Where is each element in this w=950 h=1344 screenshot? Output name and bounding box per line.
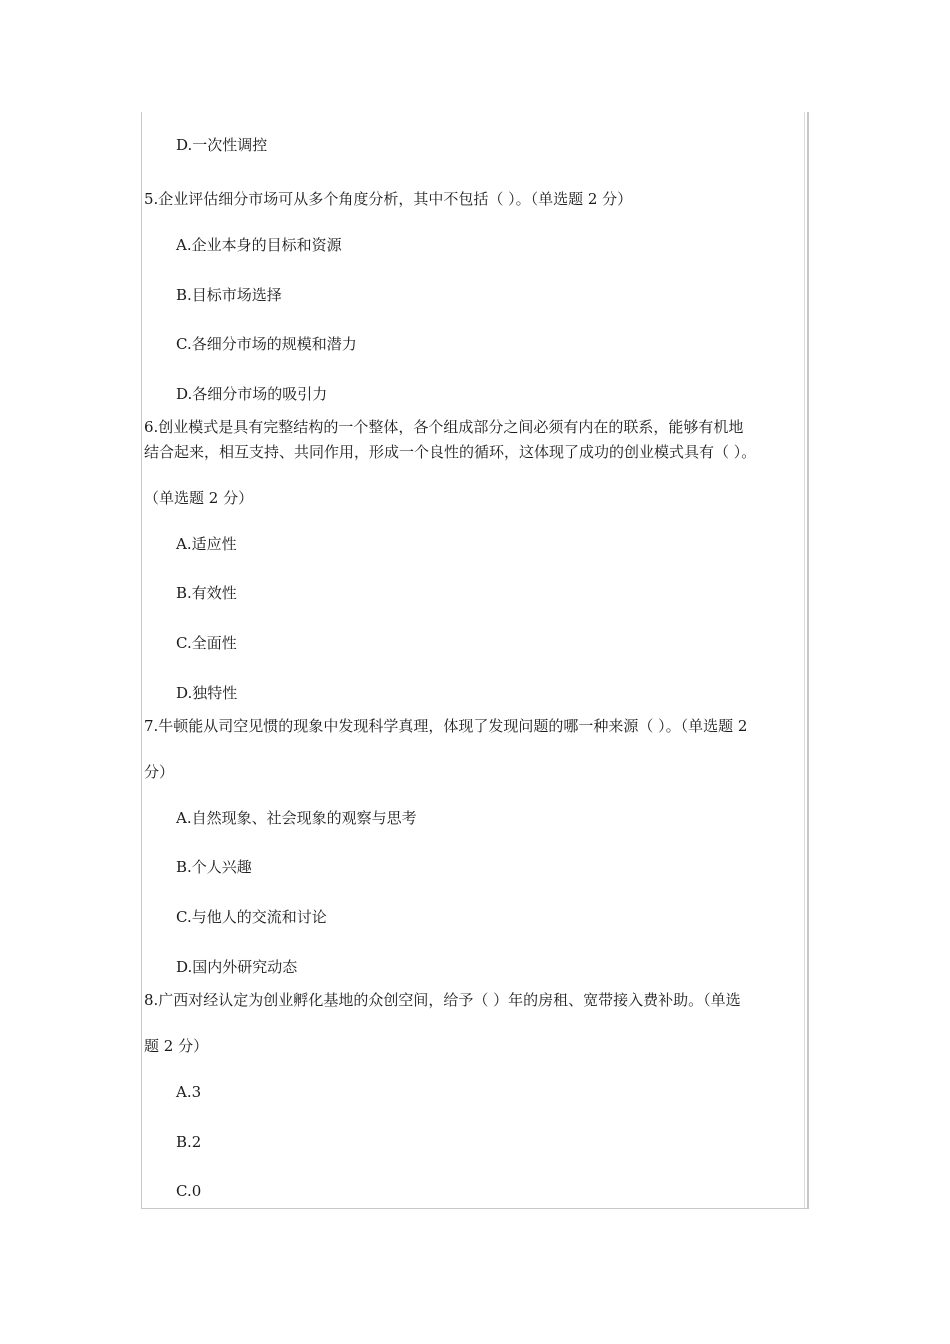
question-7-line-2: 分） <box>144 763 175 781</box>
option-6a: A.适应性 <box>176 535 237 553</box>
question-8-line-2: 题 2 分） <box>144 1037 209 1055</box>
question-6-line-1: 6.创业模式是具有完整结构的一个整体，各个组成部分之间必须有内在的联系，能够有机地 <box>144 418 744 436</box>
option-6b: B.有效性 <box>176 584 237 602</box>
question-5: 5.企业评估细分市场可从多个角度分析，其中不包括（ ）。（单选题 2 分） <box>144 190 633 208</box>
option-8c: C.0 <box>176 1182 202 1200</box>
option-4d: D.一次性调控 <box>176 136 268 154</box>
option-5d: D.各细分市场的吸引力 <box>176 385 328 403</box>
content-frame <box>141 112 809 1209</box>
option-6d: D.独特性 <box>176 684 238 702</box>
question-6-line-3: （单选题 2 分） <box>144 489 254 507</box>
question-8-line-1: 8.广西对经认定为创业孵化基地的众创空间，给予（ ）年的房租、宽带接入费补助。（单选 <box>144 991 741 1009</box>
option-8a: A.3 <box>176 1083 202 1101</box>
option-7c: C.与他人的交流和讨论 <box>176 908 327 926</box>
question-6-line-2: 结合起来，相互支持、共同作用，形成一个良性的循环，这体现了成功的创业模式具有（ ）。 <box>144 443 757 461</box>
option-5a: A.企业本身的目标和资源 <box>176 236 342 254</box>
option-7d: D.国内外研究动态 <box>176 958 298 976</box>
option-6c: C.全面性 <box>176 634 237 652</box>
option-8b: B.2 <box>176 1133 202 1151</box>
option-5b: B.目标市场选择 <box>176 286 282 304</box>
option-5c: C.各细分市场的规模和潜力 <box>176 335 357 353</box>
option-7a: A.自然现象、社会现象的观察与思考 <box>176 809 417 827</box>
question-7-line-1: 7.牛顿能从司空见惯的现象中发现科学真理，体现了发现问题的哪一种来源（ ）。（单选题 2 <box>144 717 748 735</box>
option-7b: B.个人兴趣 <box>176 858 252 876</box>
